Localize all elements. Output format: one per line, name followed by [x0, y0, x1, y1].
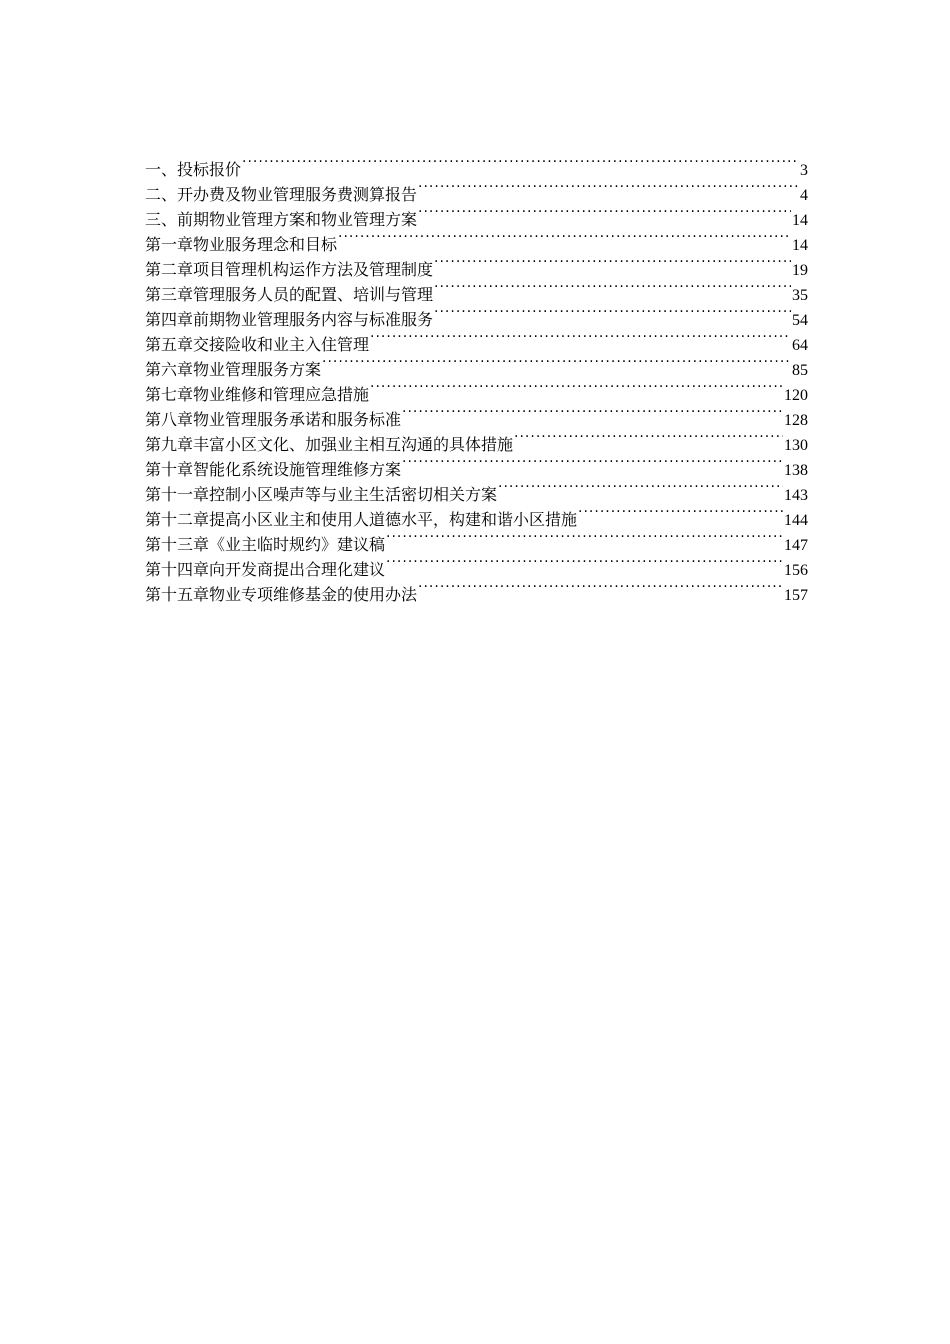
- toc-dot-leader: [322, 350, 791, 375]
- toc-dot-leader: [498, 475, 783, 500]
- toc-entry-title: 第三章管理服务人员的配置、培训与管理: [145, 285, 434, 304]
- toc-dot-leader: [242, 150, 799, 175]
- toc-entry-page-number: 14: [792, 237, 808, 254]
- toc-entry[interactable]: [145, 175, 808, 204]
- toc-entry[interactable]: [145, 150, 808, 179]
- toc-entry-title: 三、前期物业管理方案和物业管理方案: [145, 210, 418, 229]
- table-of-contents: [145, 150, 808, 604]
- toc-entry-title: 第十一章控制小区噪声等与业主生活密切相关方案: [145, 485, 498, 504]
- toc-dot-leader: [418, 175, 799, 200]
- toc-entry-title: 第七章物业维修和管理应急措施: [145, 385, 370, 404]
- toc-dot-leader: [386, 550, 783, 575]
- toc-dot-leader: [578, 500, 783, 525]
- toc-dot-leader: [514, 425, 783, 450]
- toc-entry-title: 第一章物业服务理念和目标: [145, 235, 338, 254]
- toc-dot-leader: [402, 450, 783, 475]
- toc-entry-page-number: 14: [792, 212, 808, 229]
- toc-entry-title: 第五章交接险收和业主入住管理: [145, 335, 370, 354]
- toc-dot-leader: [434, 250, 791, 275]
- toc-entry-page-number: 64: [792, 337, 808, 354]
- toc-entry-page-number: 138: [784, 462, 808, 479]
- toc-entry-title: 第十二章提高小区业主和使用人道德水平，构建和谐小区措施: [145, 510, 578, 529]
- toc-entry-page-number: 3: [800, 162, 808, 179]
- toc-entry-title: 一、投标报价: [145, 160, 242, 179]
- toc-entry-page-number: 54: [792, 312, 808, 329]
- toc-entry-page-number: 120: [784, 387, 808, 404]
- toc-dot-leader: [418, 200, 791, 225]
- toc-entry-title: 第九章丰富小区文化、加强业主相互沟通的具体措施: [145, 435, 514, 454]
- toc-dot-leader: [386, 525, 783, 550]
- toc-entry-title: 第二章项目管理机构运作方法及管理制度: [145, 260, 434, 279]
- toc-dot-leader: [338, 225, 791, 250]
- toc-entry-page-number: 156: [784, 562, 808, 579]
- toc-entry-page-number: 143: [784, 487, 808, 504]
- toc-entry-title: 第十四章向开发商提出合理化建议: [145, 560, 386, 579]
- toc-entry-page-number: 85: [792, 362, 808, 379]
- toc-dot-leader: [418, 575, 783, 600]
- toc-dot-leader: [434, 275, 791, 300]
- toc-entry-page-number: 128: [784, 412, 808, 429]
- toc-entry-title: 二、开办费及物业管理服务费测算报告: [145, 185, 418, 204]
- toc-entry-page-number: 144: [784, 512, 808, 529]
- toc-entry-page-number: 147: [784, 537, 808, 554]
- toc-entry-title: 第四章前期物业管理服务内容与标准服务: [145, 310, 434, 329]
- toc-dot-leader: [402, 400, 783, 425]
- toc-entry-page-number: 19: [792, 262, 808, 279]
- toc-entry-title: 第十章智能化系统设施管理维修方案: [145, 460, 402, 479]
- toc-entry-title: 第十三章《业主临时规约》建议稿: [145, 535, 386, 554]
- toc-entry-page-number: 4: [800, 187, 808, 204]
- toc-dot-leader: [434, 300, 791, 325]
- toc-dot-leader: [370, 375, 783, 400]
- toc-entry-page-number: 157: [784, 587, 808, 604]
- toc-dot-leader: [370, 325, 791, 350]
- toc-entry-page-number: 35: [792, 287, 808, 304]
- toc-entry-title: 第八章物业管理服务承诺和服务标准: [145, 410, 402, 429]
- toc-entry-title: 第六章物业管理服务方案: [145, 360, 322, 379]
- toc-entry-title: 第十五章物业专项维修基金的使用办法: [145, 585, 418, 604]
- toc-entry-page-number: 130: [784, 437, 808, 454]
